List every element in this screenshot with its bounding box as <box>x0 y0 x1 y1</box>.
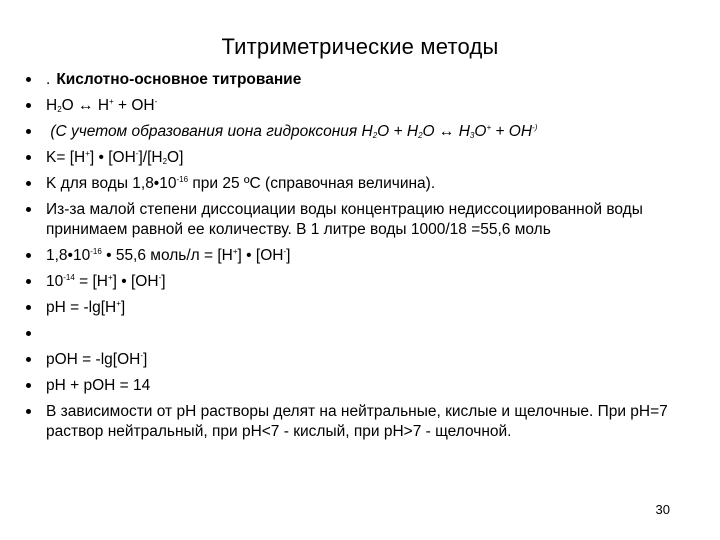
formula-part: ( <box>50 123 56 140</box>
formula-part: H <box>46 97 58 114</box>
superscript: - <box>135 149 139 158</box>
subscript: 2 <box>418 131 423 140</box>
superscript: + <box>107 273 113 282</box>
bullet-lead-dot: . <box>46 71 51 88</box>
bullet-hydronium-note <box>26 122 686 142</box>
subscript: 3 <box>469 131 475 140</box>
superscript: -14 <box>63 273 75 282</box>
formula-part: O <box>474 123 487 140</box>
formula-part: С учетом образования иона гидроксония H <box>55 123 373 140</box>
superscript: + <box>232 247 238 256</box>
superscript: - <box>283 247 287 256</box>
formula-part: O ↔ H <box>61 97 110 114</box>
formula-part: • 55,6 моль/л = [H <box>101 247 233 264</box>
formula-part: O + H <box>377 123 419 140</box>
formula-part: ] <box>143 351 148 368</box>
superscript: -16 <box>90 247 102 256</box>
formula-part: ] • [OH <box>112 273 159 290</box>
formula-part: + OH <box>491 123 533 140</box>
subscript: 2 <box>57 105 62 114</box>
formula-part: K= [H <box>46 149 86 166</box>
superscript: + <box>486 123 492 132</box>
bullet-solution-classes: В зависимости от pH растворы делят на нейтральные, кислые и щелочные. При pH=7 раствор нейтральный, при pH<7 - кислый, при pH>7 - щелочной. <box>26 402 686 442</box>
bullet-ion-product-calc <box>26 246 686 266</box>
bullet-heading: Кислотно-основное титрование <box>56 71 302 88</box>
bullet-ion-product <box>26 272 686 292</box>
formula-part: pOH = -lg[OH <box>46 351 141 368</box>
superscript: - <box>154 97 158 106</box>
superscript: + <box>85 149 90 158</box>
formula-part: ] <box>286 247 291 264</box>
formula-part: ] • [OH <box>237 247 284 264</box>
bullet-water-dissociation <box>26 96 686 116</box>
subscript: 2 <box>162 157 168 166</box>
bullet-k-value <box>26 174 686 194</box>
formula-part: pH = -lg[H <box>46 299 117 316</box>
bullet-list <box>26 70 686 448</box>
superscript: - <box>140 351 143 360</box>
bullet-empty <box>26 324 686 344</box>
formula-part: ] <box>161 273 166 290</box>
subscript: 2 <box>372 131 378 140</box>
superscript: - <box>158 273 162 282</box>
bullet-water-concentration: Из-за малой степени диссоциации воды концентрацию недиссоциированной воды принимаем равной ее количеству. В 1 литре воды 1000/18 =55,6 моль <box>26 200 686 240</box>
bullet-acid-base-titration <box>26 70 686 90</box>
bullet-poh-definition <box>26 350 686 370</box>
formula-part: K для воды 1,8•10 <box>46 175 177 192</box>
formula-part: ]/[H <box>138 149 163 166</box>
formula-part: при 25 ºC (справочная величина). <box>188 175 436 192</box>
superscript: -16 <box>176 175 189 184</box>
bullet-ph-definition <box>26 298 686 318</box>
formula-part: 1,8•10 <box>46 247 91 264</box>
formula-part: O] <box>167 149 184 166</box>
formula-part: 10 <box>46 273 64 290</box>
bullet-ph-poh-sum: pH + pOH = 14 <box>26 376 686 396</box>
superscript: + <box>109 97 114 106</box>
formula-part: O ↔ H <box>422 123 470 140</box>
slide-title: Титриметрические методы <box>221 34 499 59</box>
bullet-equilibrium-constant <box>26 148 686 168</box>
formula-part: ] • [OH <box>89 149 136 166</box>
superscript: -) <box>532 123 538 132</box>
superscript: + <box>116 299 121 308</box>
formula-part: ] <box>120 299 126 316</box>
page-number: 30 <box>655 502 670 517</box>
formula-part: = [H <box>74 273 108 290</box>
formula-part: + OH <box>113 97 155 114</box>
